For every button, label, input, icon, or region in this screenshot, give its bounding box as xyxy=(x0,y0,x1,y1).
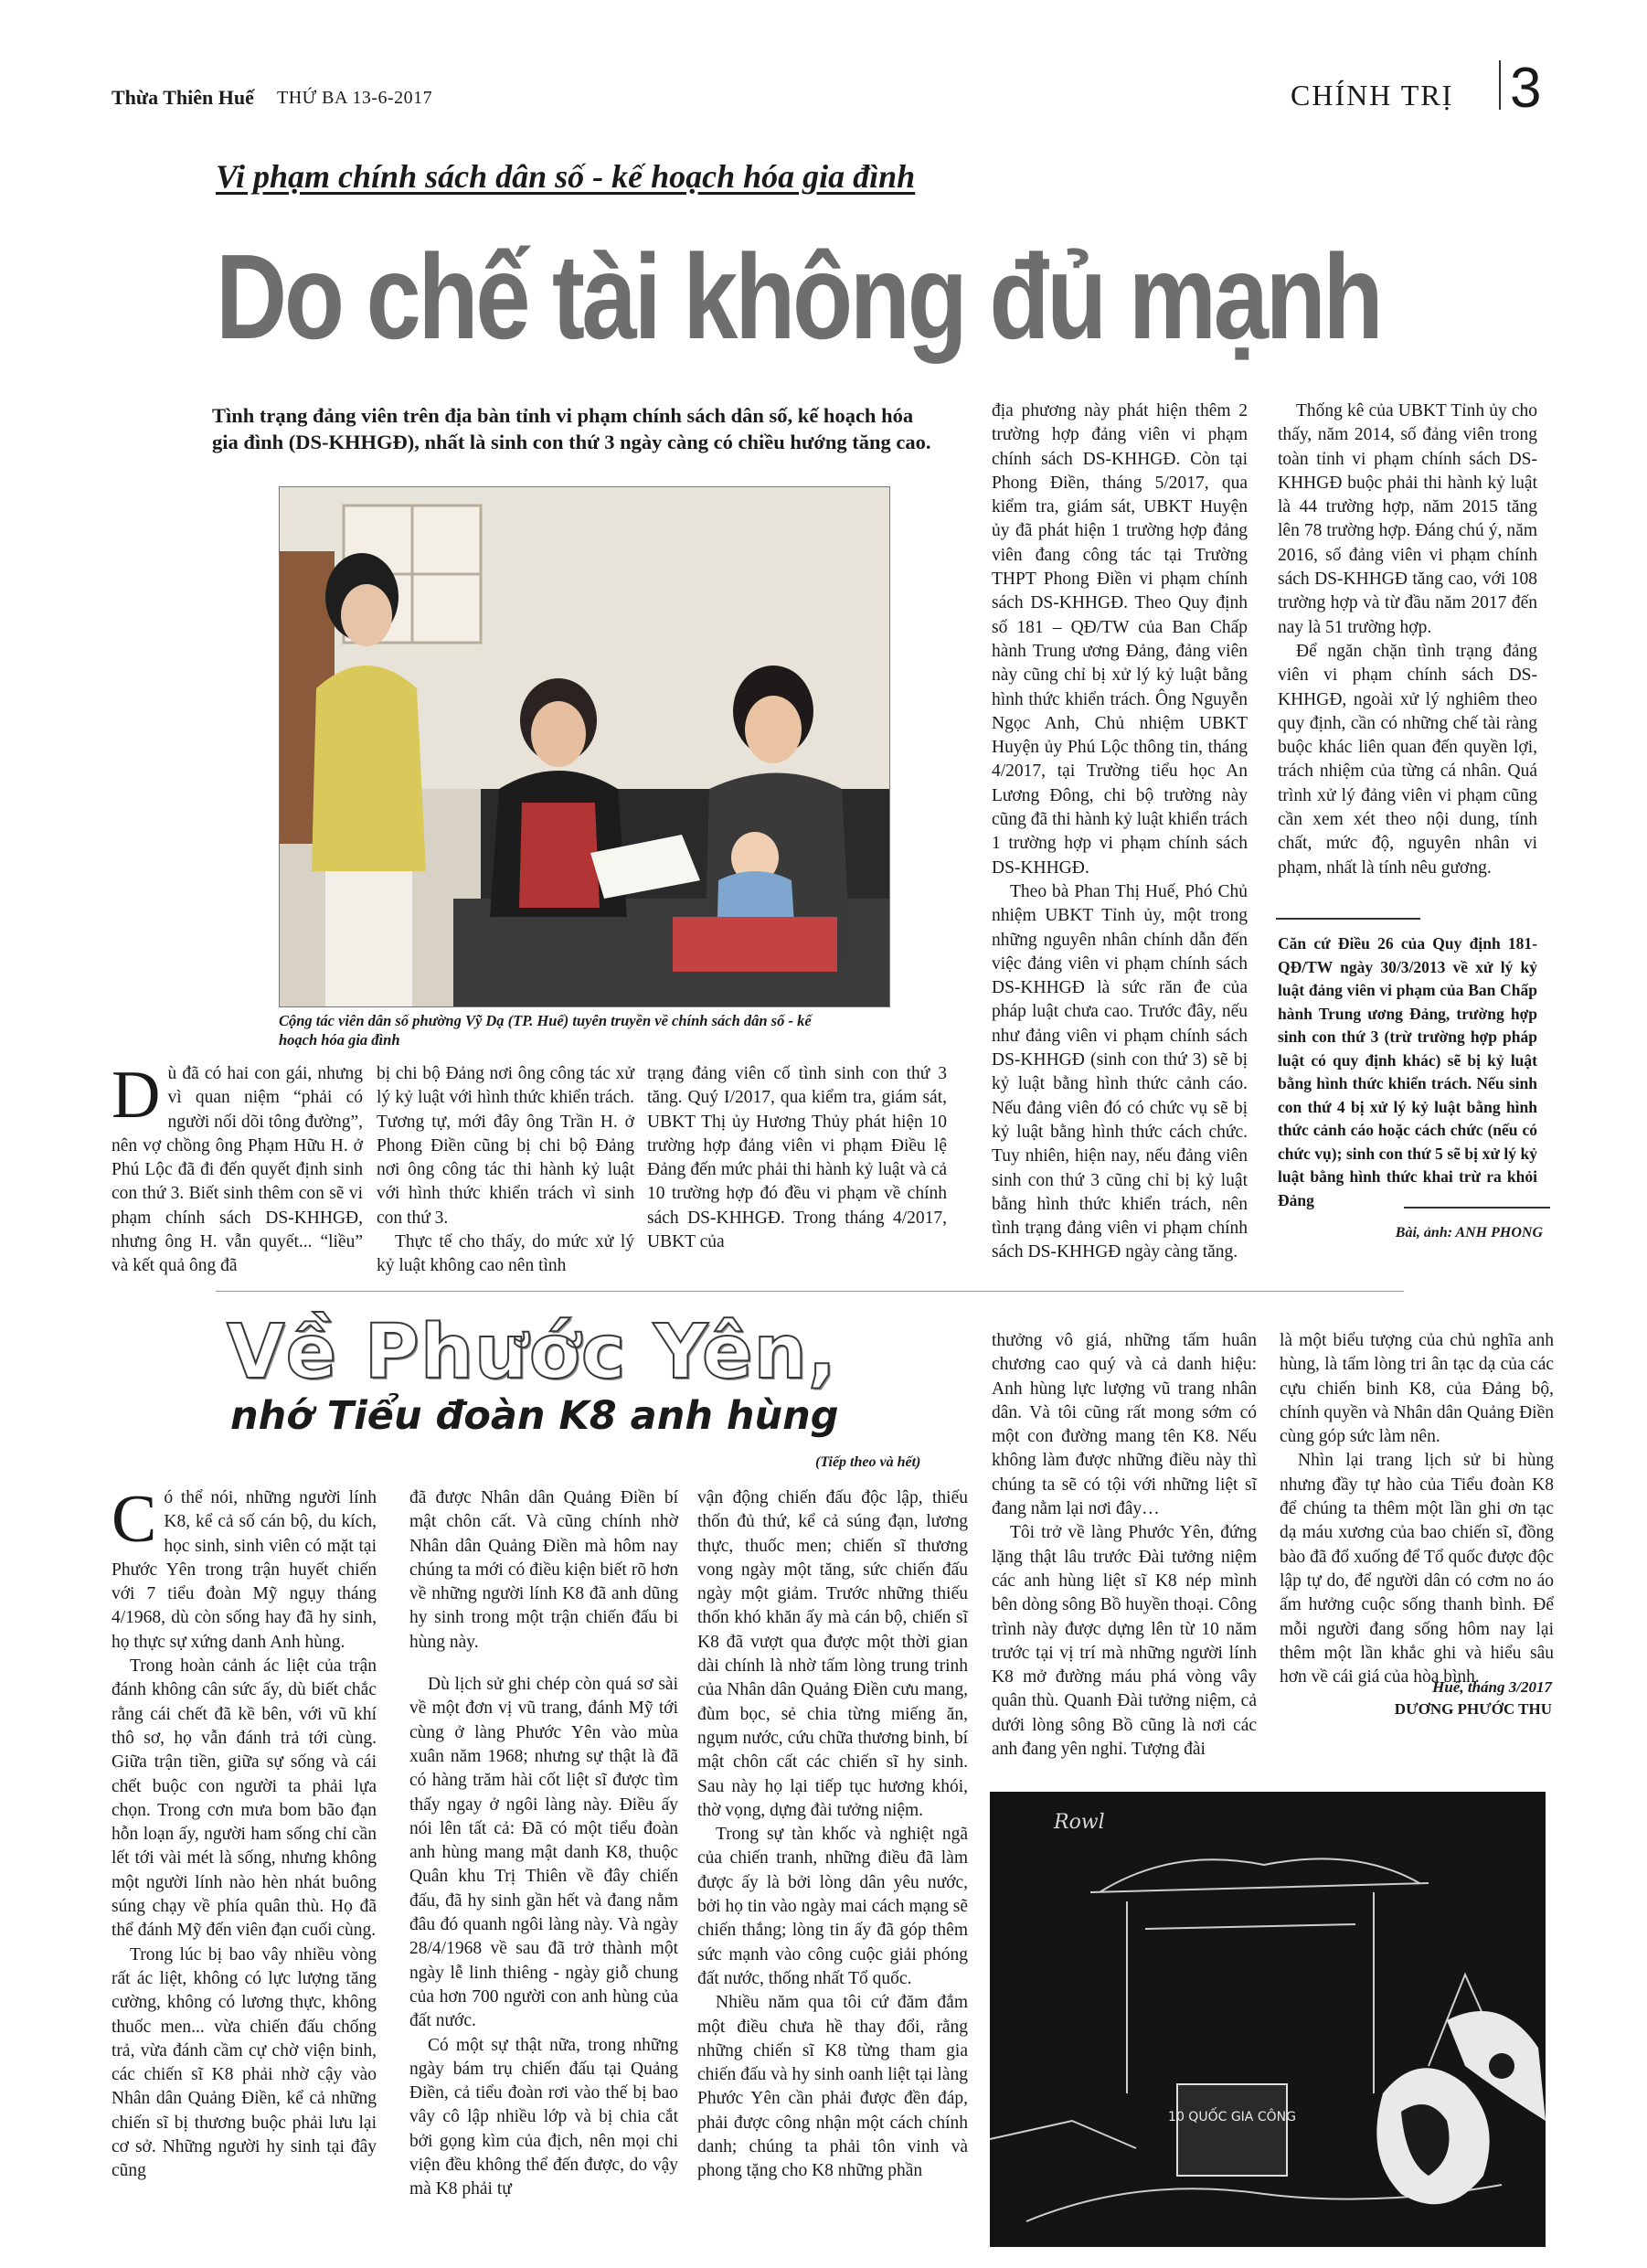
article2-col2-p3: Có một sự thật nữa, trong những ngày bám trụ chiến đấu tại Quảng Điền, cả tiểu đoàn rơi vào thế bị bao vây cô lập nhiều lớp và bị chia cắt bởi gọng kìm của địch, nên mọi chi viện đều không thể đến được, do vậy mà K8 phải tự xyxy=(409,2035,678,2199)
article2-col1-p1: ó thể nói, những người lính K8, kể cả số cán bộ, du kích, học sinh, sinh viên có mặt tại Phước Yên trong trận huyết chiến với 7 tiểu đoàn Mỹ ngụy tháng 4/1968, dù còn sống hay đã hy sinh, họ thực sự xứng danh Anh hùng. xyxy=(112,1488,377,1652)
newspaper-name: Thừa Thiên Huế xyxy=(112,86,254,109)
memorial-sketch xyxy=(990,1792,1546,2247)
article2-column-2 xyxy=(409,1486,678,2202)
article2-column-1 xyxy=(112,1482,377,2184)
article1-headline: Do chế tài không đủ mạnh xyxy=(216,229,1381,364)
article2-dropcap: C xyxy=(112,1482,157,1557)
article2-col3-p3: Nhiều năm qua tôi cứ đăm đắm một điều chưa hề thay đổi, rằng những chiến sĩ K8 từng tham gia chiến đấu và hy sinh oanh liệt tại làng Phước Yên cần phải được đền đáp, phải được công nhận một cách chính danh; chúng ta phải tôn vinh và phong tặng cho K8 những phần xyxy=(697,1993,968,2181)
article2-col4-p1: thưởng vô giá, những tấm huân chương cao quý và cả danh hiệu: Anh hùng lực lượng vũ trang nhân dân. Và tôi cũng rất mong sớm có một con đường mang tên K8. Nếu không làm được những điều này thì chúng ta sẽ có tội với những liệt sĩ đang nằm lại nơi đây… xyxy=(992,1331,1257,1519)
masthead-divider xyxy=(1499,60,1501,110)
continued-note: (Tiếp theo và hết) xyxy=(815,1454,921,1470)
article1-col2-p1: bị chi bộ Đảng nơi ông công tác xử lý kỷ luật với hình thức khiển trách. Tương tự, mới đây ông Trần H. ở Phong Điền cũng bị chi bộ Đảng nơi ông công tác thi hành kỷ luật với hình thức khiển trách vì sinh con thứ 3. xyxy=(377,1064,634,1228)
article1-dropcap: D xyxy=(112,1058,161,1133)
article2-col3-p2: Trong sự tàn khốc và nghiệt ngã của chiến tranh, những điều đã làm được ấy là bởi lòng dân yêu nước, bởi họ tin vào ngày mai cách mạng sẽ chiến thắng; lòng tin ấy đã góp thêm sức mạnh vào công cuộc giải phóng đất nước, thống nhất Tổ quốc. xyxy=(697,1825,968,1988)
article1-col4-p2: Theo bà Phan Thị Huế, Phó Chủ nhiệm UBKT Tỉnh ủy, một trong những nguyên nhân chính dẫn đến việc đảng viên vi phạm chính sách DS-KHHGĐ là sức răn đe của pháp luật chưa cao. Trước đây, nếu như đảng viên vi phạm chính sách DS-KHHGĐ (sinh con thứ 3) sẽ bị kỷ luật bằng hình thức cảnh cáo. Nếu đảng viên đó có chức vụ sẽ bị kỷ luật bằng hình thức cách chức. Tuy nhiên, hiện nay, nếu đảng viên sinh con thứ 3 cũng chỉ bị kỷ luật bằng hình thức khiển trách, nên tình trạng đảng viên vi phạm chính sách DS-KHHGĐ ngày càng tăng. xyxy=(992,881,1248,1262)
article1-column-4 xyxy=(992,399,1248,1265)
issue-date: THỨ BA 13-6-2017 xyxy=(277,88,433,108)
article1-column-3 xyxy=(647,1062,947,1254)
memorial-sketch-drawing xyxy=(990,1792,1546,2247)
box-bottom-rule xyxy=(1404,1207,1550,1209)
article2-col1-p2: Trong hoàn cảnh ác liệt của trận đánh không cân sức ấy, dù biết chắc rằng cái chết đã kề bên, với vũ khí thô sơ, họ vẫn đánh trả tới cùng. Giữa trận tiền, giữa sự sống và cái chết buộc con người ta phải lựa chọn. Trong cơn mưa bom bão đạn hỗn loạn ấy, người ham sống chỉ cần lết tới vài mét là sống, nhưng không một người lính nào hèn nhát buông súng chạy về phía quân thù. Họ đã thể đánh Mỹ đến viên đạn cuối cùng. xyxy=(112,1656,377,1941)
article2-subheadline: nhớ Tiểu đoàn K8 anh hùng xyxy=(230,1393,839,1439)
article1-photo-caption: Cộng tác viên dân số phường Vỹ Dạ (TP. Huế) tuyên truyền về chính sách dân số - kế hoạch hóa gia đình xyxy=(279,1012,812,1049)
article1-col1-text: ù đã có hai con gái, nhưng vì quan niệm “phải có người nối dõi tông đường”, nên vợ chồng ông Phạm Hữu H. ở Phú Lộc đã đi đến quyết định sinh con thứ 3. Biết sinh thêm con sẽ vi phạm chính sách DS-KHHGĐ, nhưng ông H. vẫn quyết... “liều” và kết quả ông đã xyxy=(112,1064,363,1276)
article1-lede: Tình trạng đảng viên trên địa bàn tỉnh vi phạm chính sách dân số, kế hoạch hóa gia đình (DS-KHHGĐ), nhất là sinh con thứ 3 ngày càng có chiều hướng tăng cao. xyxy=(212,404,931,453)
article1-photo xyxy=(279,486,890,1007)
article1-column-5 xyxy=(1278,399,1537,880)
sketch-sign-text: 10 QUỐC GIA CÔNG xyxy=(1168,2110,1296,2124)
family-photo-illustration xyxy=(280,487,889,1006)
article2-col1-p3: Trong lúc bị bao vây nhiều vòng rất ác liệt, không có lực lượng tăng cường, không có lương thực, không thuốc men... vừa chiến đấu chống trả, vừa đánh cầm cự chờ viện binh, các chiến sĩ K8 phải nhờ cậy vào Nhân dân Quảng Điền, kể cả những chiến sĩ bị thương buộc phải lưu lại cơ sở. Những người hy sinh tại đây cũng xyxy=(112,1944,377,2181)
article2-col5-p1: là một biểu tượng của chủ nghĩa anh hùng, là tấm lòng tri ân tạc dạ của các cựu chiến binh K8, của Đảng bộ, chính quyền và Nhân dân Quảng Điền cùng góp sức làm nên. xyxy=(1280,1331,1554,1447)
article2-col3-p1: vận động chiến đấu độc lập, thiếu thốn đủ thứ, kể cả súng đạn, lương thực, thuốc men; chiến sĩ thương vong ngày một tăng, sức chiến đấu ngày một giảm. Trước những thiếu thốn khó khăn ấy mà cán bộ, chiến sĩ K8 đã vượt qua được một thời gian dài chính là nhờ tấm lòng trung trinh của Nhân dân Quảng Điền cưu mang, đùm bọc, sẻ chia từng miếng ăn, ngụm nước, cứu chữa thương binh, bí mật chôn cất các chiến sĩ hy sinh. Sau này họ lại tiếp tục hương khói, thờ vọng, dựng đài tưởng niệm. xyxy=(697,1488,968,1820)
article2-col4-p2: Tôi trở về làng Phước Yên, đứng lặng thật lâu trước Đài tưởng niệm các anh hùng liệt sĩ K8 nép mình bên dòng sông Bồ huyền thoại. Công trình này được dựng lên từ 10 năm trước tại vị trí mà những người lính K8 mở đường máu phá vòng vây quân thù. Quanh Đài tưởng niệm, cả dưới lòng sông Bồ cũng là nơi các anh đang yên nghỉ. Tượng đài xyxy=(992,1523,1257,1760)
article1-byline: Bài, ảnh: ANH PHONG xyxy=(1395,1225,1543,1240)
article1-col5-p2: Để ngăn chặn tình trạng đảng viên vi phạm chính sách DS-KHHGĐ, ngoài xử lý nghiêm theo quy định, cần có những chế tài ràng buộc khác liên quan đến quyền lợi, trách nhiệm của từng cá nhân. Quá trình xử lý đảng viên vi phạm cũng cần xem xét theo nội dung, tính chất, mức độ, nguyên nhân vi phạm, nhất là tính nêu gương. xyxy=(1278,641,1537,878)
article2-column-4 xyxy=(992,1329,1257,1762)
article-separator xyxy=(216,1291,1404,1292)
article1-column-1 xyxy=(112,1058,363,1279)
article2-headline: Về Phước Yên, xyxy=(227,1309,837,1396)
box-top-rule xyxy=(1276,918,1420,920)
article1-col3-text: trạng đảng viên cố tình sinh con thứ 3 tăng. Quý I/2017, qua kiểm tra, giám sát, UBKT Thị ủy Hương Thủy phát hiện 10 trường hợp đảng viên vi phạm Điều lệ Đảng đến mức phải thi hành kỷ luật và cả 10 trường hợp đó đều vi phạm về chính sách DS-KHHGĐ. Trong tháng 4/2017, UBKT của xyxy=(647,1064,947,1252)
article2-author: DƯƠNG PHƯỚC THU xyxy=(1394,1700,1552,1718)
sketch-signature: Rowl xyxy=(1054,1811,1105,1834)
article1-col4-p1: địa phương này phát hiện thêm 2 trường hợp đảng viên vi phạm chính sách DS-KHHGĐ. Còn tại Phong Điền, tháng 5/2017, qua kiểm tra, giám sát, UBKT Huyện ủy đã phát hiện 1 trường hợp đảng viên đang công tác tại Trường THPT Phong Điền vi phạm chính sách DS-KHHGĐ. Theo Quy định số 181 – QĐ/TW của Ban Chấp hành Trung ương Đảng, đảng viên này cũng chỉ bị xử lý kỷ luật bằng hình thức khiển trách. Ông Nguyễn Ngọc Anh, Chủ nhiệm UBKT Huyện ủy Phú Lộc thông tin, tháng 4/2017, tại Trường tiểu học An Lương Đông, chi bộ trường này cũng đã thi hành kỷ luật khiển trách 1 trường hợp vi phạm chính sách DS-KHHGĐ. xyxy=(992,401,1248,878)
article2-column-3 xyxy=(697,1486,968,2184)
article1-column-2 xyxy=(377,1062,634,1279)
section-name: CHÍNH TRỊ xyxy=(1291,79,1454,112)
article1-kicker: Vi phạm chính sách dân số - kế hoạch hóa gia đình xyxy=(216,158,916,195)
page-number: 3 xyxy=(1510,57,1542,120)
article2-col2-p2: Dù lịch sử ghi chép còn quá sơ sài về một đơn vị vũ trang, đánh Mỹ tới cùng ở làng Phước Yên vào mùa xuân năm 1968; nhưng sự thật là đã có hàng trăm hài cốt liệt sĩ được tìm thấy ngay ở ngôi làng này. Điều ấy nói lên tất cả: Đã có một tiểu đoàn anh hùng mang mật danh K8, thuộc Quân khu Trị Thiên về đây chiến đấu, đã hy sinh gần hết và đang nằm đâu đó quanh ngôi làng này. Và ngày 28/4/1968 về sau đã trở thành một ngày lễ linh thiêng - ngày giỗ chung của hơn 700 người con anh hùng của đất nước. xyxy=(409,1675,678,2031)
article2-dateline: Huế, tháng 3/2017 xyxy=(1432,1678,1552,1696)
regulation-box: Căn cứ Điều 26 của Quy định 181-QĐ/TW ngày 30/3/2013 về xử lý kỷ luật đảng viên vi phạm của Ban Chấp hành Trung ương Đảng, trường hợp sinh con thứ 3 (trừ trường hợp pháp luật có quy định khác) sẽ bị kỷ luật bằng hình thức khiển trách. Nếu sinh con thứ 4 bị xử lý kỷ luật bằng hình thức cảnh cáo hoặc cách chức (nếu có chức vụ); sinh con thứ 5 sẽ bị xử lý kỷ luật bằng hình thức khai trừ ra khỏi Đảng xyxy=(1278,934,1537,1209)
article1-col5-p1: Thống kê của UBKT Tỉnh ủy cho thấy, năm 2014, số đảng viên trong toàn tỉnh vi phạm chính sách DS-KHHGĐ buộc phải thi hành kỷ luật là 44 trường hợp, năm 2015 tăng lên 78 trường hợp. Đáng chú ý, năm 2016, số đảng viên vi phạm chính sách DS-KHHGĐ tăng cao, với 108 trường hợp và từ đầu năm 2017 đến nay là 51 trường hợp. xyxy=(1278,401,1537,637)
article1-col2-p2: Thực tế cho thấy, do mức xử lý kỷ luật không cao nên tình xyxy=(377,1232,634,1276)
article2-column-5 xyxy=(1280,1329,1554,1689)
article2-col2-p1: đã được Nhân dân Quảng Điền bí mật chôn cất. Và cũng chính nhờ Nhân dân Quảng Điền mà hôm nay chúng ta mới có điều kiện biết rõ hơn về những người lính K8 đã anh dũng hy sinh trong một trận chiến đấu bi hùng này. xyxy=(409,1488,678,1652)
article2-col5-p2: Nhìn lại trang lịch sử bi hùng nhưng đầy tự hào của Tiểu đoàn K8 để chúng ta thêm một lần ghi ơn tạc dạ máu xương của bao chiến sĩ, đồng bào đã đổ xuống để Tổ quốc được độc lập tự do, để người dân có cơm no áo ấm hưởng cuộc sống thanh bình. Để mỗi người đang sống hôm nay lại thêm một lần khắc ghi và hiểu sâu hơn về cái giá của hòa bình. xyxy=(1280,1451,1554,1688)
